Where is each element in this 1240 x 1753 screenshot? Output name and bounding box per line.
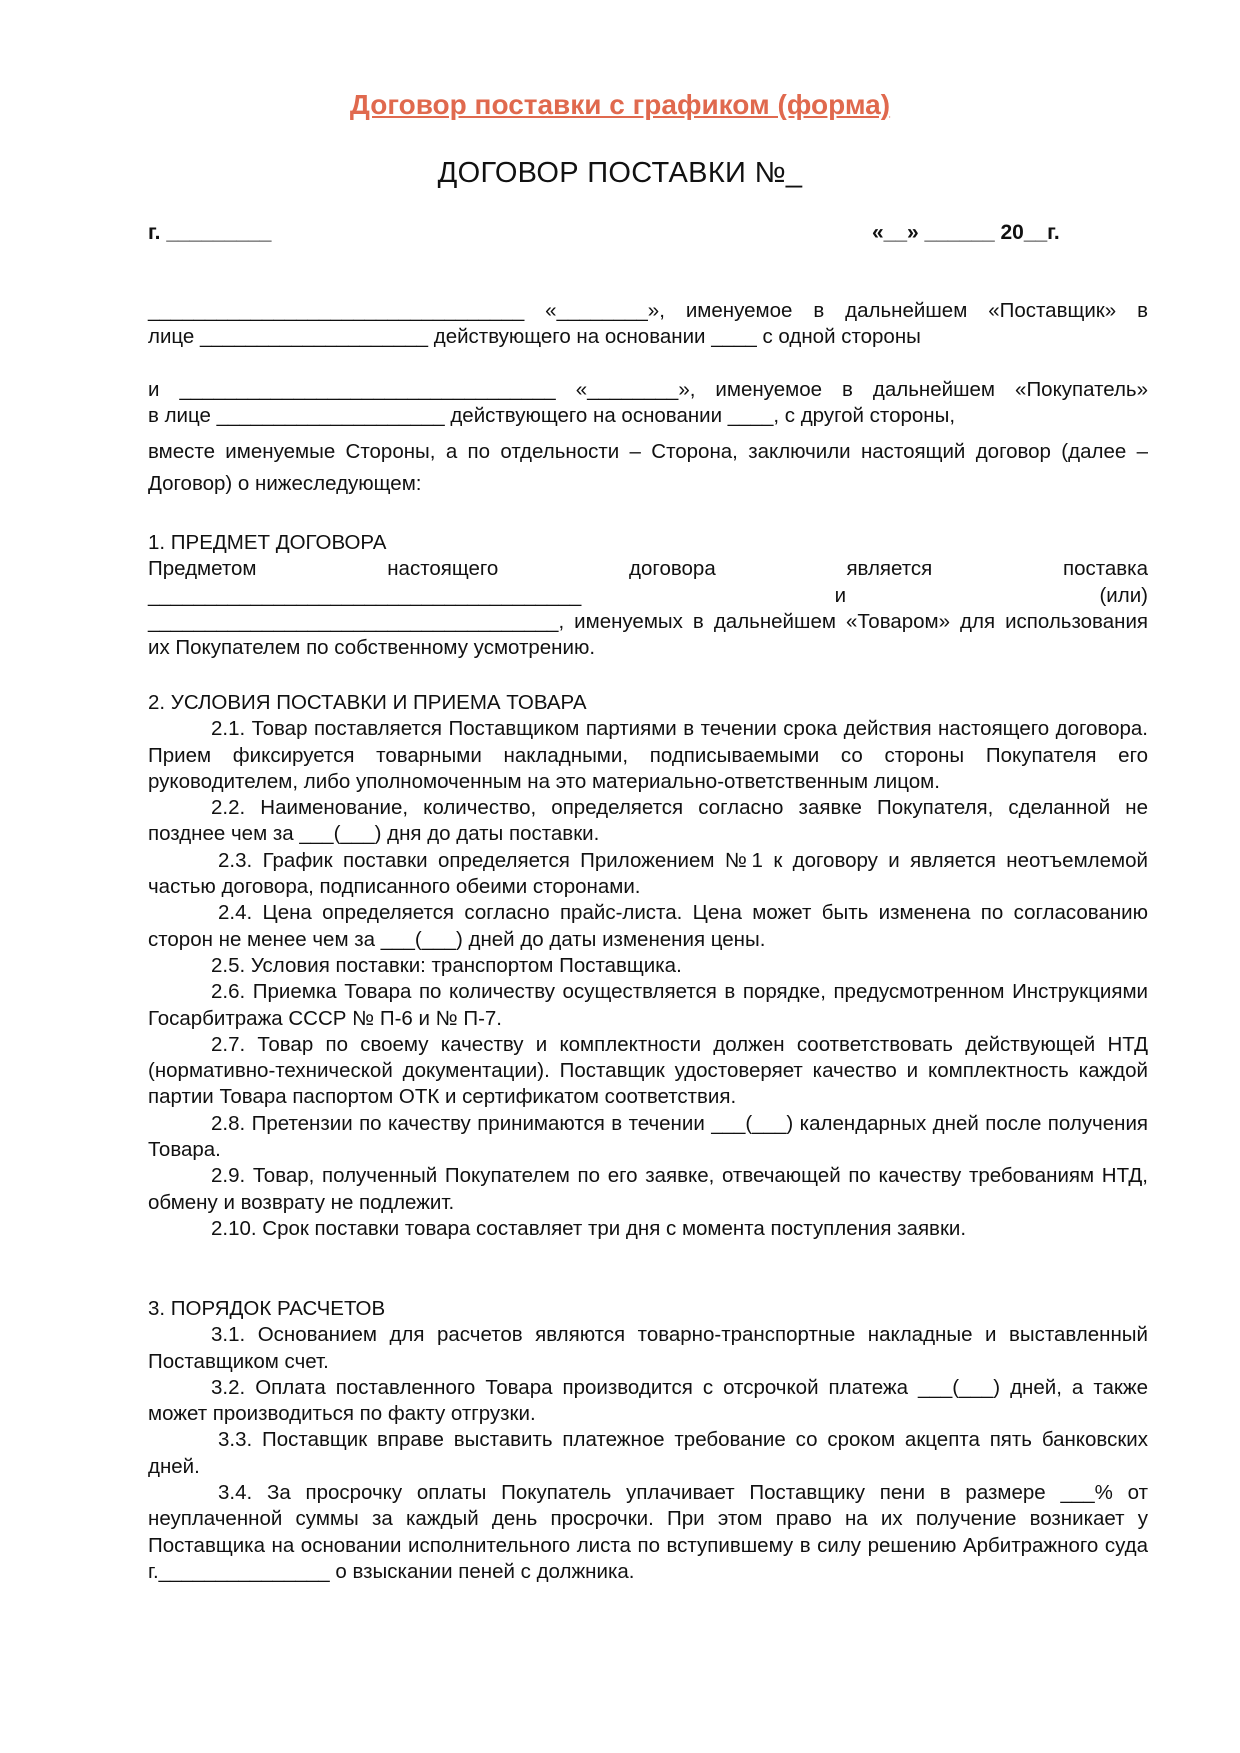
clause-2-4: 2.4. Цена определяется согласно прайс-листа. Цена может быть изменена по согласованию сторон не менее чем за ___(___) дней до даты изменения цены. (148, 901, 1148, 951)
clause-2-9: 2.9. Товар, полученный Покупателем по его заявке, отвечающей по качеству требованиям НТД, обмену и возврату не подлежит. (148, 1164, 1148, 1214)
section-2-heading: 2. УСЛОВИЯ ПОСТАВКИ И ПРИЕМА ТОВАРА (148, 691, 587, 714)
section-3 (148, 1296, 1148, 1585)
clause-3-4: 3.4. За просрочку оплаты Покупатель уплачивает Поставщику пени в размере ___% от неуплаченной суммы за каждый день просрочки. При этом право на их получение возникает у Поставщика на основании исполнительного листа по вступившему в силу решению Арбитражного суда г._______________ о взыскании пеней с должника. (148, 1481, 1148, 1583)
supplier-line-1: _________________________________ «________», именуемое в дальнейшем «Поставщик» в (148, 299, 1148, 322)
clause-2-3: 2.3. График поставки определяется Приложением №1 к договору и является неотъемлемой частью договора, подписанного обеими сторонами. (148, 848, 1148, 899)
form-title-link[interactable]: Договор поставки с графиком (форма) (349, 89, 891, 120)
clause-2-8: 2.8. Претензии по качеству принимаются в течении ___(___) календарных дней после получения Товара. (148, 1111, 1148, 1162)
clause-2-6: 2.6. Приемка Товара по количеству осуществляется в порядке, предусмотренном Инструкциями Госарбитража СССР № П-6 и № П-7. (148, 980, 1148, 1030)
clause-3-2: 3.2. Оплата поставленного Товара производится с отсрочкой платежа ___(___) дней, а также может производиться по факту отгрузки. (148, 1375, 1148, 1426)
city-field: г. _________ (148, 221, 272, 244)
clause-2-7: 2.7. Товар по своему качеству и комплектности должен соответствовать действующей НТД (нормативно-технической документации). Поставщик удостоверяет качество и комплектность каждой партии Товара паспортом ОТК и сертификатом соответствия. (148, 1032, 1148, 1109)
section-2 (148, 690, 1148, 1242)
clause-2-2: 2.2. Наименование, количество, определяется согласно заявке Покупателя, сделанной не позднее чем за ___(___) дня до даты поставки. (148, 796, 1148, 846)
date-field: «__» ______ 20__г. (872, 221, 1060, 244)
section-3-heading: 3. ПОРЯДОК РАСЧЕТОВ (148, 1297, 386, 1320)
section-1-line-1: Предметом настоящего договора является поставка (148, 557, 1148, 581)
clause-3-3: 3.3. Поставщик вправе выставить платежное требование со сроком акцепта пять банковских дней. (148, 1428, 1148, 1478)
clause-2-10: 2.10. Срок поставки товара составляет три дня с момента поступления заявки. (211, 1216, 967, 1240)
buyer-line-2: в лице ____________________ действующего на основании ____, с другой стороны, (148, 404, 956, 428)
contract-title: ДОГОВОР ПОСТАВКИ №_ (437, 157, 803, 189)
supplier-line-2: лице ____________________ действующего на основании ____ с одной стороны (148, 325, 921, 349)
supplier-block (148, 298, 1148, 351)
buyer-block (148, 377, 1148, 500)
buyer-line-1: и _________________________________ «________», именуемое в дальнейшем «Покупатель» (148, 378, 1148, 401)
clause-2-1: 2.1. Товар поставляется Поставщиком партиями в течении срока действия настоящего договора. Прием фиксируется товарными накладными, подписываемыми со стороны Покупателя его руководителем, либо уполномоченным на это материально-ответственным лицом. (148, 717, 1148, 793)
parties-together: вместе именуемые Стороны, а по отдельности – Сторона, заключили настоящий договор (далее – Договор) о нижеследующем: (148, 439, 1148, 495)
clause-2-5: 2.5. Условия поставки: транспортом Поставщика. (211, 953, 682, 977)
section-1-line-2: ______________________________________ и (или) (148, 583, 1148, 607)
section-1 (148, 530, 1148, 661)
section-1-heading: 1. ПРЕДМЕТ ДОГОВОРА (148, 531, 387, 554)
section-1-line-3: ____________________________________, именуемых в дальнейшем «Товаром» для использования их Покупателем по собственному усмотрению. (148, 609, 1148, 660)
clause-3-1: 3.1. Основанием для расчетов являются товарно-транспортные накладные и выставленный Поставщиком счет. (148, 1323, 1148, 1373)
